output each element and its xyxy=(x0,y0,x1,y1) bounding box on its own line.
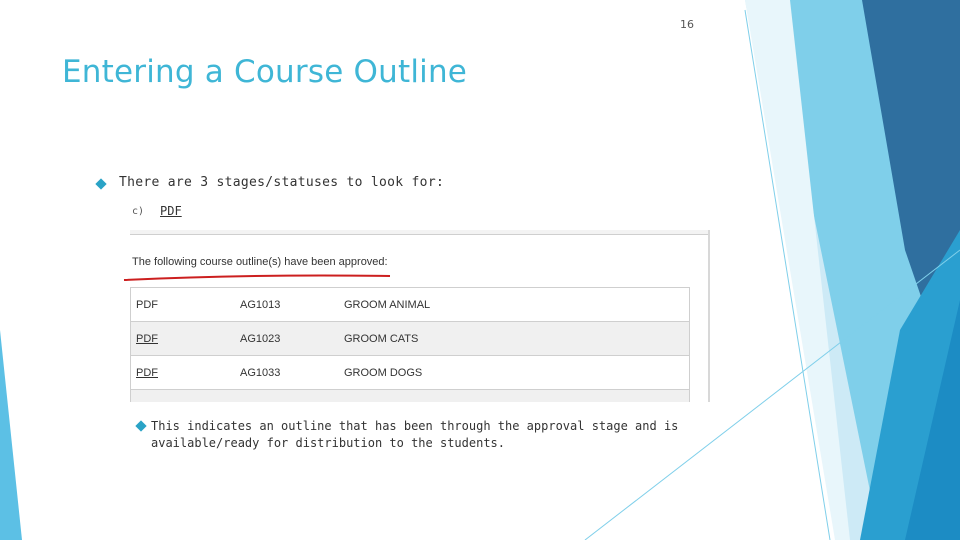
red-underline-annotation xyxy=(122,270,394,286)
screenshot-top-border xyxy=(130,230,710,235)
slide-number: 16 xyxy=(680,18,694,31)
note-bullet-text: This indicates an outline that has been through the approval stage and is available/ready for distribution to the students. xyxy=(151,419,679,450)
slide-title: Entering a Course Outline xyxy=(62,54,468,90)
course-name: GROOM DOGS xyxy=(339,356,690,390)
sub-item-pdf: PDF xyxy=(160,204,182,218)
table-cell xyxy=(339,390,690,403)
course-code: AG1033 xyxy=(235,356,339,390)
screenshot-right-border xyxy=(708,230,710,402)
table-row-partial xyxy=(131,390,690,403)
table-cell xyxy=(131,390,236,403)
table-row xyxy=(131,288,690,322)
approved-message: The following course outline(s) have been approved: xyxy=(132,256,388,268)
pdf-link[interactable]: PDF xyxy=(131,322,236,356)
sub-list-marker: c) xyxy=(132,206,145,217)
course-name: GROOM CATS xyxy=(339,322,690,356)
main-bullet-text: There are 3 stages/statuses to look for: xyxy=(119,175,445,190)
approved-outlines-table xyxy=(130,287,690,402)
course-code: AG1013 xyxy=(235,288,339,322)
course-code: AG1023 xyxy=(235,322,339,356)
pdf-link[interactable]: PDF xyxy=(131,288,236,322)
course-name: GROOM ANIMAL xyxy=(339,288,690,322)
table-row xyxy=(131,322,690,356)
embedded-screenshot xyxy=(122,230,710,402)
table-row xyxy=(131,356,690,390)
table-cell xyxy=(235,390,339,403)
bg-shape-left xyxy=(0,330,22,540)
pdf-link[interactable]: PDF xyxy=(131,356,236,390)
